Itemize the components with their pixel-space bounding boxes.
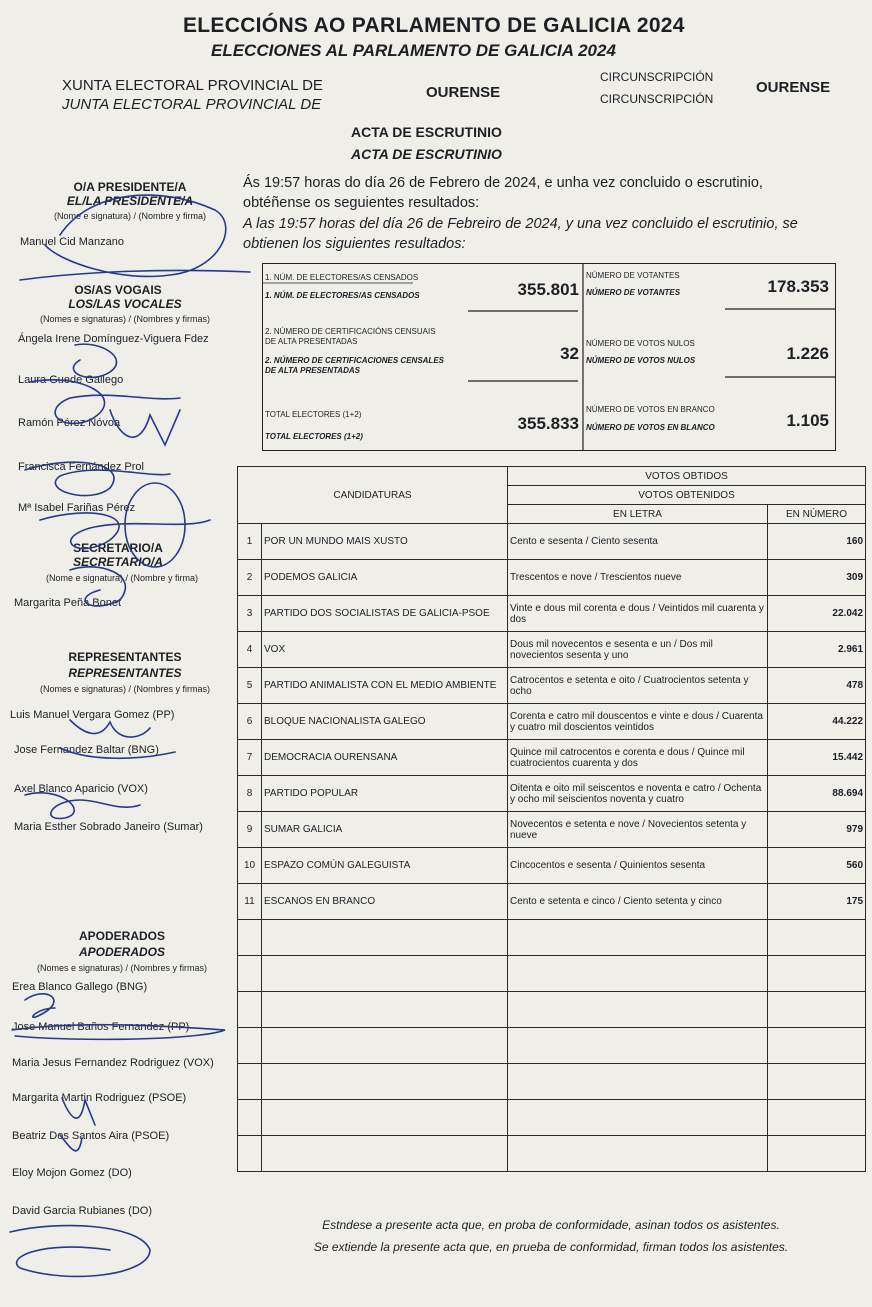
party-name: DEMOCRACIA OURENSANA: [262, 740, 508, 776]
party-name: SUMAR GALICIA: [262, 812, 508, 848]
empty-cell: [262, 1028, 508, 1064]
empty-cell: [262, 992, 508, 1028]
votes-in-letters: Vinte e dous mil corenta e dous / Veintidos mil cuarenta y dos: [508, 596, 768, 632]
empty-table-row: [238, 1028, 866, 1064]
party-name: PARTIDO DOS SOCIALISTAS DE GALICIA-PSOE: [262, 596, 508, 632]
intro-galician-line2: obtéñense os seguientes resultados:: [243, 195, 480, 211]
votes-in-number: 175: [768, 884, 866, 920]
apoderado-name: Eloy Mojon Gomez (DO): [12, 1167, 132, 1179]
en-letra-header: EN LETRA: [508, 505, 768, 524]
circunscripcion-value: OURENSE: [756, 79, 831, 96]
votes-in-letters: Catrocentos e setenta e oito / Cuatrocientos setenta y ocho: [508, 668, 768, 704]
empty-cell: [768, 1028, 866, 1064]
row-number: 3: [238, 596, 262, 632]
empty-cell: [768, 1064, 866, 1100]
party-name: POR UN MUNDO MAIS XUSTO: [262, 524, 508, 560]
empty-cell: [262, 1100, 508, 1136]
votes-in-letters: Quince mil catrocentos e corenta e dous / Quince mil cuatrocientos cuarenta y dos: [508, 740, 768, 776]
votes-in-number: 22.042: [768, 596, 866, 632]
votes-in-number: 478: [768, 668, 866, 704]
empty-table-row: [238, 1100, 866, 1136]
vocal-name: Ángela Irene Domínguez-Viguera Fdez: [18, 333, 209, 345]
censados-label-spanish: 1. NÚM. DE ELECTORES/AS CENSADOS: [265, 291, 420, 300]
apoderados-label-spanish: APODERADOS: [78, 945, 165, 959]
row-number: 7: [238, 740, 262, 776]
secretario-note: (Nome e signatura) / (Nombre y firma): [45, 573, 199, 583]
empty-cell: [238, 992, 262, 1028]
row-number: 8: [238, 776, 262, 812]
votantes-label-galician: NÚMERO DE VOTANTES: [586, 271, 680, 280]
party-name: PARTIDO POPULAR: [262, 776, 508, 812]
apoderado-name: Beatriz Dos Santos Aira (PSOE): [12, 1130, 170, 1142]
certificaciones-label-galician: 2. NÚMERO DE CERTIFICACIÓNS CENSUAIS DE ALTA PRESENTADAS: [265, 327, 436, 346]
total-electores-label-galician: TOTAL ELECTORES (1+2): [265, 410, 362, 419]
apoderado-name: Margarita Martin Rodriguez (PSOE): [12, 1092, 187, 1104]
vocales-note: (Nomes e signaturas) / (Nombres y firmas): [39, 314, 211, 324]
censados-label-galician: 1. NÚM. DE ELECTORES/AS CENSADOS: [265, 273, 419, 282]
candidaturas-header: CANDIDATURAS: [238, 467, 508, 524]
table-row: [238, 812, 866, 848]
table-row: [238, 740, 866, 776]
empty-cell: [262, 956, 508, 992]
junta-label-galician: XUNTA ELECTORAL PROVINCIAL DE: [62, 77, 323, 94]
vocal-name: Mª Isabel Fariñas Pérez: [18, 502, 136, 514]
representante-name: Axel Blanco Aparicio (VOX): [14, 783, 148, 795]
row-number: 2: [238, 560, 262, 596]
party-name: ESCANOS EN BRANCO: [262, 884, 508, 920]
empty-cell: [768, 1100, 866, 1136]
apoderados-note: (Nomes e signaturas) / (Nombres y firmas): [36, 963, 208, 973]
votes-in-number: 560: [768, 848, 866, 884]
vocales-label-spanish: LOS/LAS VOCALES: [68, 297, 182, 311]
intro-galician-line1: Ás 19:57 horas do día 26 de Febrero de 2024, e unha vez concluido o escrutinio,: [243, 175, 763, 191]
empty-cell: [768, 1136, 866, 1172]
empty-table-row: [238, 992, 866, 1028]
empty-cell: [508, 920, 768, 956]
censados-value: 355.801: [517, 280, 579, 299]
junta-value: OURENSE: [426, 84, 501, 101]
secretario-name: Margarita Peña Bonet: [14, 597, 122, 609]
empty-cell: [768, 920, 866, 956]
empty-cell: [508, 1028, 768, 1064]
votes-in-number: 2.961: [768, 632, 866, 668]
vote-rows: [238, 524, 866, 920]
votes-in-number: 160: [768, 524, 866, 560]
blank-rows: [238, 920, 866, 1172]
votes-in-number: 88.694: [768, 776, 866, 812]
representante-name: Jose Fernandez Baltar (BNG): [14, 744, 159, 756]
total-electores-label-spanish: TOTAL ELECTORES (1+2): [265, 432, 363, 441]
junta-label-spanish: JUNTA ELECTORAL PROVINCIAL DE: [62, 96, 322, 113]
party-name: BLOQUE NACIONALISTA GALEGO: [262, 704, 508, 740]
handwritten-signatures: [0, 0, 260, 1307]
votos-obtenidos-header: VOTOS OBTENIDOS: [508, 486, 866, 505]
title-spanish: ELECCIONES AL PARLAMENTO DE GALICIA 2024: [211, 41, 616, 60]
empty-cell: [508, 1136, 768, 1172]
table-row: [238, 560, 866, 596]
empty-cell: [238, 1136, 262, 1172]
empty-table-row: [238, 920, 866, 956]
president-note: (Nome e signatura) / (Nombre y firma): [53, 211, 207, 221]
empty-table-row: [238, 956, 866, 992]
representante-name: Luis Manuel Vergara Gomez (PP): [10, 709, 175, 721]
summary-box: [262, 263, 836, 451]
table-row: [238, 848, 866, 884]
empty-cell: [238, 956, 262, 992]
empty-cell: [508, 1064, 768, 1100]
party-name: PODEMOS GALICIA: [262, 560, 508, 596]
empty-cell: [508, 992, 768, 1028]
certificaciones-value: 32: [560, 344, 579, 363]
votes-in-letters: Dous mil novecentos e sesenta e un / Dos mil novecientos sesenta y uno: [508, 632, 768, 668]
empty-cell: [508, 956, 768, 992]
intro-spanish-line2: obtienen los siguientes resultados:: [243, 236, 466, 252]
apoderado-name: David Garcia Rubianes (DO): [12, 1205, 152, 1217]
president-label-galician: O/A PRESIDENTE/A: [73, 180, 187, 194]
apoderado-name: Jose Manuel Baños Fernandez (PP): [12, 1021, 190, 1033]
row-number: 9: [238, 812, 262, 848]
votantes-value: 178.353: [767, 277, 829, 296]
votos-obtidos-header: VOTOS OBTIDOS: [508, 467, 866, 486]
votes-in-number: 15.442: [768, 740, 866, 776]
empty-cell: [238, 1100, 262, 1136]
empty-table-row: [238, 1064, 866, 1100]
nulos-label-spanish: NÚMERO DE VOTOS NULOS: [586, 356, 696, 365]
apoderado-name: Maria Jesus Fernandez Rodriguez (VOX): [12, 1057, 214, 1069]
vocal-name: Ramón Pérez Nóvoa: [18, 417, 121, 429]
apoderados-label-galician: APODERADOS: [78, 929, 165, 943]
blanco-label-spanish: NÚMERO DE VOTOS EN BLANCO: [586, 423, 715, 432]
blanco-value: 1.105: [786, 411, 829, 430]
votes-table: [237, 466, 866, 1172]
apoderado-name: Erea Blanco Gallego (BNG): [12, 981, 148, 993]
acta-title-galician: ACTA DE ESCRUTINIO: [351, 124, 502, 140]
circunscripcion-label-spanish: CIRCUNSCRIPCIÓN: [600, 92, 714, 106]
footer-spanish: Se extiende la presente acta que, en prueba de conformidad, firman todos los asistentes.: [313, 1240, 789, 1254]
title-galician: ELECCIÓNS AO PARLAMENTO DE GALICIA 2024: [183, 14, 685, 37]
row-number: 6: [238, 704, 262, 740]
president-name: Manuel Cid Manzano: [20, 236, 124, 248]
nulos-value: 1.226: [786, 344, 829, 363]
president-label-spanish: EL/LA PRESIDENTE/A: [66, 194, 194, 208]
vocal-name: Laura Guede Gallego: [18, 374, 124, 386]
table-row: [238, 524, 866, 560]
row-number: 10: [238, 848, 262, 884]
empty-cell: [262, 1064, 508, 1100]
row-number: 4: [238, 632, 262, 668]
acta-title-spanish: ACTA DE ESCRUTINIO: [351, 146, 502, 162]
empty-cell: [768, 992, 866, 1028]
certificaciones-label-spanish: 2. NÚMERO DE CERTIFICACIONES CENSALES DE ALTA PRESENTADAS: [265, 356, 444, 375]
votantes-label-spanish: NÚMERO DE VOTANTES: [586, 288, 681, 297]
empty-cell: [768, 956, 866, 992]
footer-galician: Estndese a presente acta que, en proba de conformidade, asinan todos os asistentes.: [322, 1218, 780, 1232]
empty-cell: [238, 1064, 262, 1100]
empty-cell: [238, 920, 262, 956]
representantes-label-spanish: REPRESENTANTES: [68, 666, 182, 680]
empty-cell: [262, 920, 508, 956]
vocales-label-galician: OS/AS VOGAIS: [74, 283, 162, 297]
secretario-label-galician: SECRETARIO/A: [73, 541, 163, 555]
party-name: VOX: [262, 632, 508, 668]
table-row: [238, 632, 866, 668]
votes-in-number: 309: [768, 560, 866, 596]
votes-in-letters: Cento e sesenta / Ciento sesenta: [508, 524, 768, 560]
vocal-name: Francisca Fernández Prol: [18, 461, 144, 473]
representantes-label-galician: REPRESENTANTES: [68, 650, 182, 664]
table-row: [238, 884, 866, 920]
row-number: 1: [238, 524, 262, 560]
en-numero-header: EN NÚMERO: [768, 505, 866, 524]
empty-cell: [262, 1136, 508, 1172]
votes-in-number: 979: [768, 812, 866, 848]
empty-table-row: [238, 1136, 866, 1172]
empty-cell: [508, 1100, 768, 1136]
intro-spanish-line1: A las 19:57 horas del día 26 de Febreiro de 2024, y una vez concluido el escrutinio, se: [243, 216, 798, 232]
nulos-label-galician: NÚMERO DE VOTOS NULOS: [586, 339, 695, 348]
table-row: [238, 704, 866, 740]
votes-in-letters: Cincocentos e sesenta / Quinientos sesenta: [508, 848, 768, 884]
votes-in-letters: Novecentos e setenta e nove / Novecientos setenta y nueve: [508, 812, 768, 848]
table-row: [238, 596, 866, 632]
row-number: 11: [238, 884, 262, 920]
total-electores-value: 355.833: [517, 414, 579, 433]
votes-in-number: 44.222: [768, 704, 866, 740]
votes-in-letters: Cento e setenta e cinco / Ciento setenta y cinco: [508, 884, 768, 920]
secretario-label-spanish: SECRETARIO/A: [73, 555, 163, 569]
votes-in-letters: Trescentos e nove / Trescientos nueve: [508, 560, 768, 596]
representante-name: Maria Esther Sobrado Janeiro (Sumar): [14, 821, 203, 833]
blanco-label-galician: NÚMERO DE VOTOS EN BRANCO: [586, 405, 715, 414]
votes-in-letters: Corenta e catro mil douscentos e vinte e dous / Cuarenta y cuatro mil doscientos veintidos: [508, 704, 768, 740]
table-row: [238, 668, 866, 704]
table-row: [238, 776, 866, 812]
circunscripcion-label-galician: CIRCUNSCRIPCIÓN: [600, 70, 714, 84]
empty-cell: [238, 1028, 262, 1064]
representantes-note: (Nomes e signaturas) / (Nombres y firmas): [39, 684, 211, 694]
party-name: ESPAZO COMÚN GALEGUISTA: [262, 848, 508, 884]
party-name: PARTIDO ANIMALISTA CON EL MEDIO AMBIENTE: [262, 668, 508, 704]
row-number: 5: [238, 668, 262, 704]
votes-in-letters: Oitenta e oito mil seiscentos e noventa e catro / Ochenta y ocho mil seiscientos noventa y cuatro: [508, 776, 768, 812]
